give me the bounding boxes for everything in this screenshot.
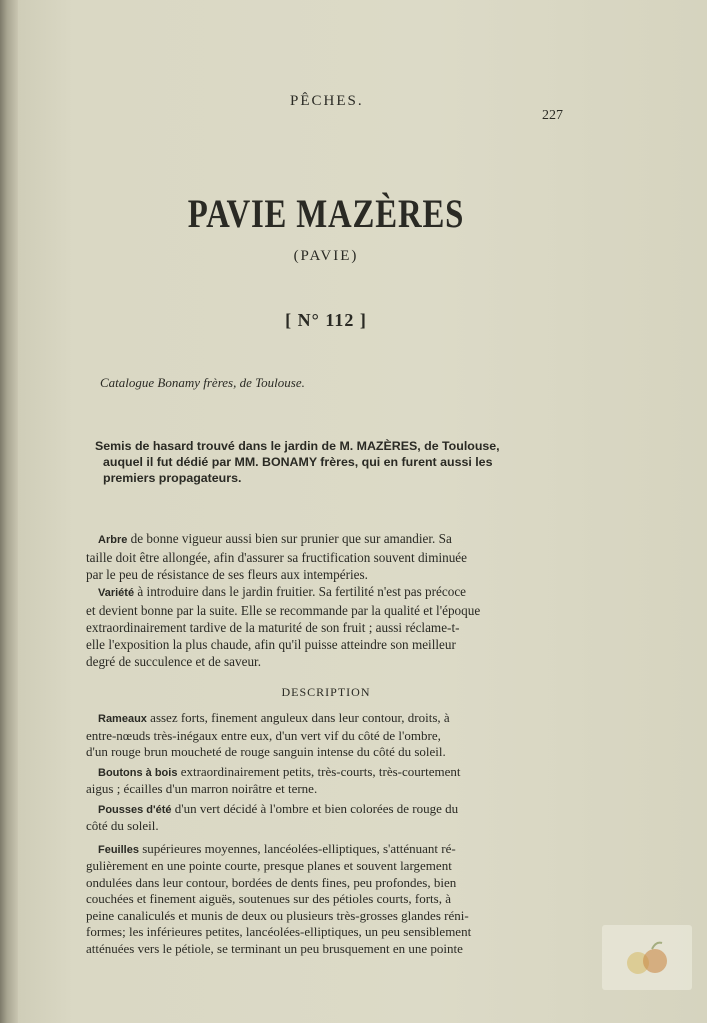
arbre-line: par le peu de résistance de ses fleurs aux intempéries. xyxy=(86,567,368,582)
pousses-first-line xyxy=(86,801,570,819)
book-spine-gutter xyxy=(0,0,18,1023)
running-title: PÊCHES. xyxy=(290,93,364,109)
fruit-watermark xyxy=(602,925,692,990)
arbre-line: taille doit être allongée, afin d'assurer sa fructification souvent diminuée xyxy=(86,550,468,565)
description-heading: DESCRIPTION xyxy=(281,685,371,699)
body-text xyxy=(86,530,570,670)
feuilles-line: peine canaliculés et munis de deux ou plusieurs très-grosses glandes réni- xyxy=(86,907,469,923)
boutons-paragraph xyxy=(86,764,570,798)
feuilles-line: atténuées vers le pétiole, se terminant un peu brusquement en une pointe xyxy=(86,940,463,956)
rameaux-line: d'un rouge brun moucheté de rouge sanguin intense du côté du soleil. xyxy=(86,744,446,759)
pousses-line: d'un vert décidé à l'ombre et bien colorées de rouge du xyxy=(171,800,459,816)
feuilles-line: gulièrement en une pointe courte, presque planes et souvent largement xyxy=(86,858,452,873)
variete-line: extraordinairement tardive de la maturité de son fruit ; aussi réclame-t- xyxy=(86,620,460,635)
boutons-lead: Boutons à bois xyxy=(98,766,178,779)
feuilles-line: couchées et finement aiguës, soutenues sur des pétioles courts, forts, à xyxy=(86,891,451,906)
intro-line: auquel il fut dédié par MM. BONAMY frères, qui en furent aussi les xyxy=(103,455,493,469)
feuilles-paragraph xyxy=(86,841,570,958)
feuilles-first-line xyxy=(86,841,570,859)
arbre-lead: Arbre xyxy=(98,534,128,546)
pousses-lead: Pousses d'été xyxy=(98,803,172,816)
feuilles-line: supérieures moyennes, lancéolées-elliptiques, s'atténuant ré- xyxy=(138,840,456,856)
page-title: PAVIE MAZÈRES xyxy=(187,191,465,236)
variete-line: à introduire dans le jardin fruitier. Sa fertilité n'est pas précoce xyxy=(134,584,467,599)
intro-paragraph xyxy=(95,438,569,486)
rameaux-line: assez forts, finement anguleux dans leur contour, droits, à xyxy=(146,710,450,725)
feuilles-line: formes; les inférieures petites, lancéolées-elliptiques, un peu sensiblement xyxy=(86,924,472,939)
rameaux-first-line xyxy=(86,710,570,728)
variete-lead: Variété xyxy=(98,587,135,599)
source-citation: Catalogue Bonamy frères, de Toulouse. xyxy=(100,375,305,390)
fruit-icon xyxy=(622,937,672,979)
pousses-paragraph xyxy=(86,801,570,835)
arbre-paragraph-first-line xyxy=(86,530,570,549)
pousses-line: côté du soleil. xyxy=(86,818,159,833)
intro-line: Semis de hasard trouvé dans le jardin de M. MAZÈRES, de Toulouse, xyxy=(95,439,500,453)
variety-number: [ N° 112 ] xyxy=(285,310,367,330)
feuilles-lead: Feuilles xyxy=(98,843,139,856)
page-number: 227 xyxy=(542,108,563,123)
boutons-first-line xyxy=(86,764,570,782)
rameaux-paragraph xyxy=(86,710,570,761)
rameaux-line: entre-nœuds très-inégaux entre eux, d'un vert vif du côté de l'ombre, xyxy=(86,727,441,743)
variete-line: et devient bonne par la suite. Elle se recommande par la qualité et l'époque xyxy=(86,603,481,618)
boutons-line: aigus ; écailles d'un marron noirâtre et terne. xyxy=(86,781,318,796)
variete-paragraph-first-line xyxy=(86,583,570,602)
feuilles-line: ondulées dans leur contour, bordées de dents fines, peu profondes, bien xyxy=(86,874,457,890)
arbre-line: de bonne vigueur aussi bien sur prunier que sur amandier. Sa xyxy=(127,531,452,546)
page-subtitle: (PAVIE) xyxy=(293,248,359,264)
intro-line: premiers propagateurs. xyxy=(103,471,242,485)
description-text xyxy=(86,710,570,960)
boutons-line: extraordinairement petits, très-courts, très-courtement xyxy=(177,763,461,779)
variete-line: elle l'exposition la plus chaude, afin qu'il puisse atteindre son meilleur xyxy=(86,637,456,652)
rameaux-lead: Rameaux xyxy=(98,713,147,725)
variete-line: degré de succulence et de saveur. xyxy=(86,654,262,669)
